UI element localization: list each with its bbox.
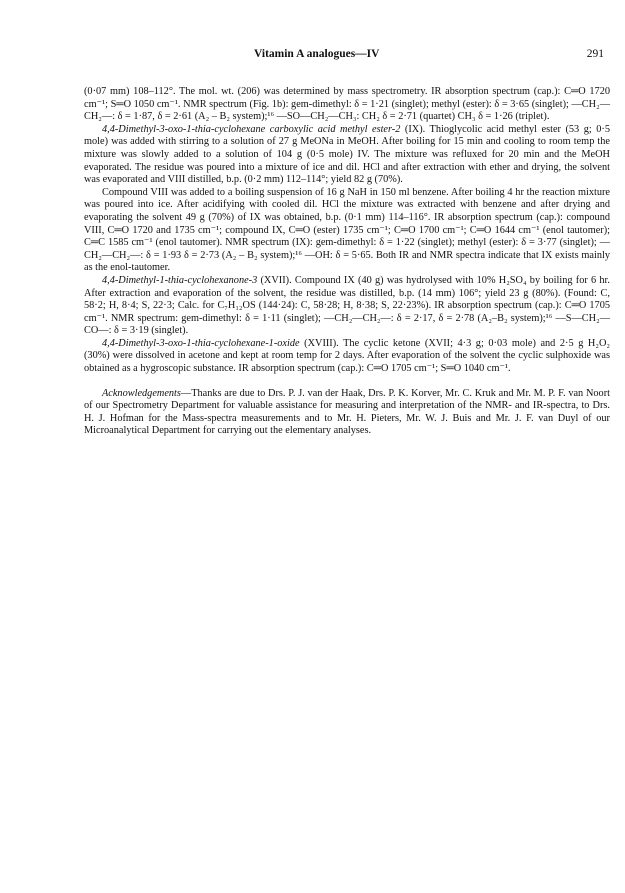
page-number: 291 xyxy=(586,48,604,60)
acknowledgements xyxy=(84,388,610,438)
article-body xyxy=(84,86,610,438)
paragraph-text: Compound VIII was added to a boiling suspension of 16 g NaH in 150 ml benzene. After boiling 4 hr the reaction mixture was poured into ice. After acidifying with cooled dil. HCl the mixture was extracted with benzene and after drying and evaporating the solvent 49 g (70%) of IX was obtained, b.p. (0·1 mm) 114–116°. IR absorption spectrum (cap.): compound VIII, C═O 1720 and 1735 cm⁻¹; compound IX, C═O (ester) 1735 cm⁻¹; C═O 1700 cm⁻¹; C═O 1644 cm⁻¹ (enol tautomer); C═C 1585 cm⁻¹ (enol tautomer). NMR spectrum (IX): gem-dimethyl: δ = 1·22 (singlet); methyl (ester): δ = 3·77 (singlet); —CH₂—CH₂—: δ = 1·93 δ = 2·73 (A₂ – B₂ system);¹⁶ —OH: δ = 5·65. Both IR and NMR spectra indicate that IX exists mainly as the enol-tautomer. xyxy=(84,186,610,274)
paragraph-compound-viii xyxy=(84,187,610,275)
compound-heading: 4,4-Dimethyl-1-thia-cyclohexanone-3 xyxy=(102,274,258,286)
paragraph-continuation xyxy=(84,86,610,124)
running-title: Vitamin A analogues—IV xyxy=(254,48,380,60)
paragraph-compound-xvii xyxy=(84,275,610,338)
paragraph-text: (IX). Thioglycolic acid methyl ester (53 g; 0·5 mole) was added with stirring to a solution of 27 g MeONa in MeOH. After boiling for 15 min and cooling to room temp the mixture was slowly added to a solution of 104 g (0·5 mole) IV. The mixture was refluxed for 20 min and the MeOH evaporated. The residue was poured into a mixture of ice and dil. HCl and after extraction with ether and drying, the solvent was evaporated and VIII distilled, b.p. (0·2 mm) 112–114°; yield 82 g (70%). xyxy=(84,123,611,186)
paragraph-compound-ix xyxy=(84,124,610,187)
compound-heading: 4,4-Dimethyl-3-oxo-1-thia-cyclohexane carboxylic acid methyl ester-2 xyxy=(102,123,401,135)
paragraph-compound-xviii xyxy=(84,338,610,376)
compound-heading: 4,4-Dimethyl-3-oxo-1-thia-cyclohexane-1-oxide xyxy=(102,337,300,349)
paragraph-text: (XVII). Compound IX (40 g) was hydrolysed with 10% H₂SO₄ by boiling for 6 hr. After extraction and evaporation of the solvent, the residue was distilled, b.p. (14 mm) 106°; yield 23 g (80%). (Found: C, 58·2; H, 8·4; S, 22·3; Calc. for C₇H₁₂OS (144·24): C, 58·28; H, 8·38; S, 22·23%). IR absorption spectrum (cap.): C═O 1705 cm⁻¹. NMR spectrum: gem-dimethyl: δ = 1·11 (singlet); —CH₂—CH₂—: δ = 2·17, δ = 2·78 (A₂–B₂ system);¹⁶ —S—CH₂—CO—: δ = 3·19 (singlet). xyxy=(84,274,610,337)
acknowledgements-text: —Thanks are due to Drs. P. J. van der Haak, Drs. P. K. Korver, Mr. C. Kruk and Mr. M. P. F. van Noort of our Spectrometry Department for valuable assistance for measuring and interpretation of the NMR- and IR-spectra, to Drs. H. J. Hofman for the Mass-spectra measurements and to Mr. H. Pieters, Mr. W. J. Buis and Mr. J. F. van Duyl of our Microanalytical Department for carrying out the elementary analyses. xyxy=(84,387,610,437)
paragraph-text: (XVIII). The cyclic ketone (XVII; 4·3 g; 0·03 mole) and 2·5 g H₂O₂ (30%) were dissolved in acetone and kept at room temp for 2 days. After evaporation of the solvent the cyclic sulphoxide was obtained as a hygroscopic substance. IR absorption spectrum (cap.): C═O 1705 cm⁻¹; S═O 1040 cm⁻¹. xyxy=(84,337,610,375)
acknowledgements-heading: Acknowledgements xyxy=(102,387,181,399)
paragraph-text: (0·07 mm) 108–112°. The mol. wt. (206) was determined by mass spectrometry. IR absorption spectrum (cap.): C═O 1720 cm⁻¹; S═O 1050 cm⁻¹. NMR spectrum (Fig. 1b): gem-dimethyl: δ = 1·21 (singlet); methyl (ester): δ = 3·65 (singlet); —CH₂—CH₂—: δ = 1·87, δ = 2·61 (A₂ – B₂ system);¹⁶ —SO—CH₂—CH₃: CH₂ δ = 2·71 (quartet) CH₃ δ = 1·26 (triplet). xyxy=(84,86,610,123)
